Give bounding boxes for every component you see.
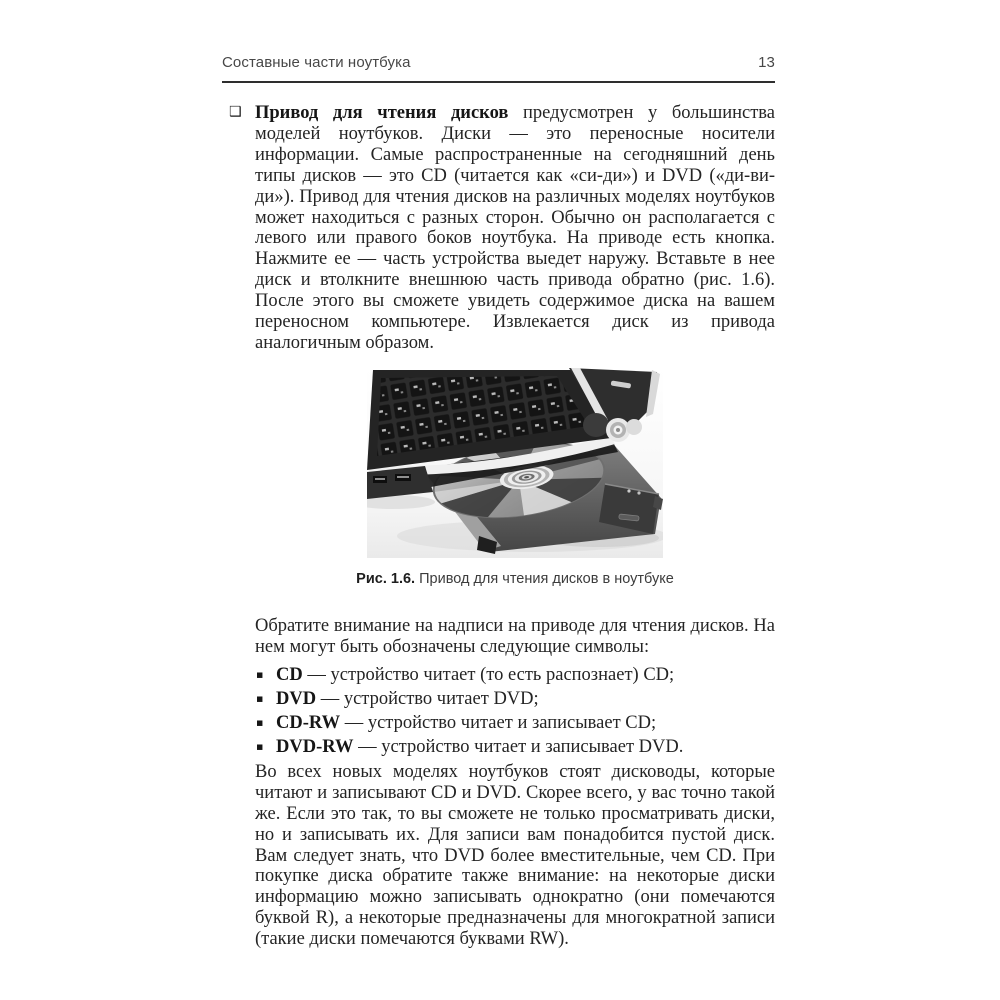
intro-paragraph xyxy=(255,103,775,354)
square-bullet-icon: ❑ xyxy=(229,104,242,120)
list-term: DVD-RW xyxy=(276,736,354,757)
figure-1-6 xyxy=(255,368,775,587)
figure-caption-text: Привод для чтения дисков в ноутбуке xyxy=(415,570,674,587)
intro-lead-term: Привод для чтения дисков xyxy=(255,103,509,123)
small-square-bullet-icon: ▪ xyxy=(256,667,264,681)
disc-symbols-list xyxy=(255,665,775,758)
intro-list-item xyxy=(229,103,775,354)
list-item-dvd xyxy=(255,689,775,710)
small-square-bullet-icon: ▪ xyxy=(256,691,264,705)
laptop-disc-drive-photo xyxy=(367,368,663,558)
page-header xyxy=(222,54,775,83)
note-paragraph: Обратите внимание на надписи на приводе для чтения дисков. На нем могут быть обозначены следующие символы: xyxy=(255,615,775,657)
list-term: CD-RW xyxy=(276,712,341,733)
figure-caption-label: Рис. 1.6. xyxy=(356,570,416,587)
list-text: — устройство читает DVD; xyxy=(316,688,539,709)
list-text: — устройство читает (то есть распознает) CD; xyxy=(302,664,675,685)
small-square-bullet-icon: ▪ xyxy=(256,715,264,729)
small-square-bullet-icon: ▪ xyxy=(256,739,264,753)
list-term: DVD xyxy=(276,688,317,709)
list-item-cd-rw xyxy=(255,713,775,734)
list-item-dvd-rw xyxy=(255,737,775,758)
closing-paragraph: Во всех новых моделях ноутбуков стоят дисководы, которые читают и записывают CD и DVD. Скорее всего, у вас точно такой же. Если это так, то вы сможете не только просматривать диски, но и записывать их. Для записи вам понадобится пустой диск. Вам следует знать, что DVD более вместительные, чем CD. При покупке диска обратите также внимание: на некоторые диски информацию можно записывать однократно (они помечаются буквой R), а некоторые предназначены для многократной записи (такие диски помечаются буквами RW). xyxy=(255,761,775,950)
list-text: — устройство читает и записывает CD; xyxy=(340,712,657,733)
list-text: — устройство читает и записывает DVD. xyxy=(353,736,684,757)
page-number: 13 xyxy=(758,54,775,71)
intro-paragraph-text: предусмотрен у большинства моделей ноутбуков. Диски — это переносные носители информации. Самые распространенные на сегодняшний день типы дисков — это CD (читается как «си-ди») и DVD («ди-ви-ди»). Привод для чтения дисков на различных моделях ноутбуков может находиться с разных сторон. Обычно он располагается с левого или правого боков ноутбука. На приводе есть кнопка. Нажмите ее — часть устройства выедет наружу. Вставьте в нее диск и втолкните внешнюю часть привода обратно (рис. 1.6). После этого вы сможете увидеть содержимое диска на вашем переносном компьютере. Извлекается диск из привода аналогичным образом. xyxy=(255,103,775,353)
list-item-cd xyxy=(255,665,775,686)
figure-caption xyxy=(255,571,775,587)
list-term: CD xyxy=(276,664,303,685)
running-title: Составные части ноутбука xyxy=(222,54,411,71)
page-content xyxy=(229,103,775,950)
